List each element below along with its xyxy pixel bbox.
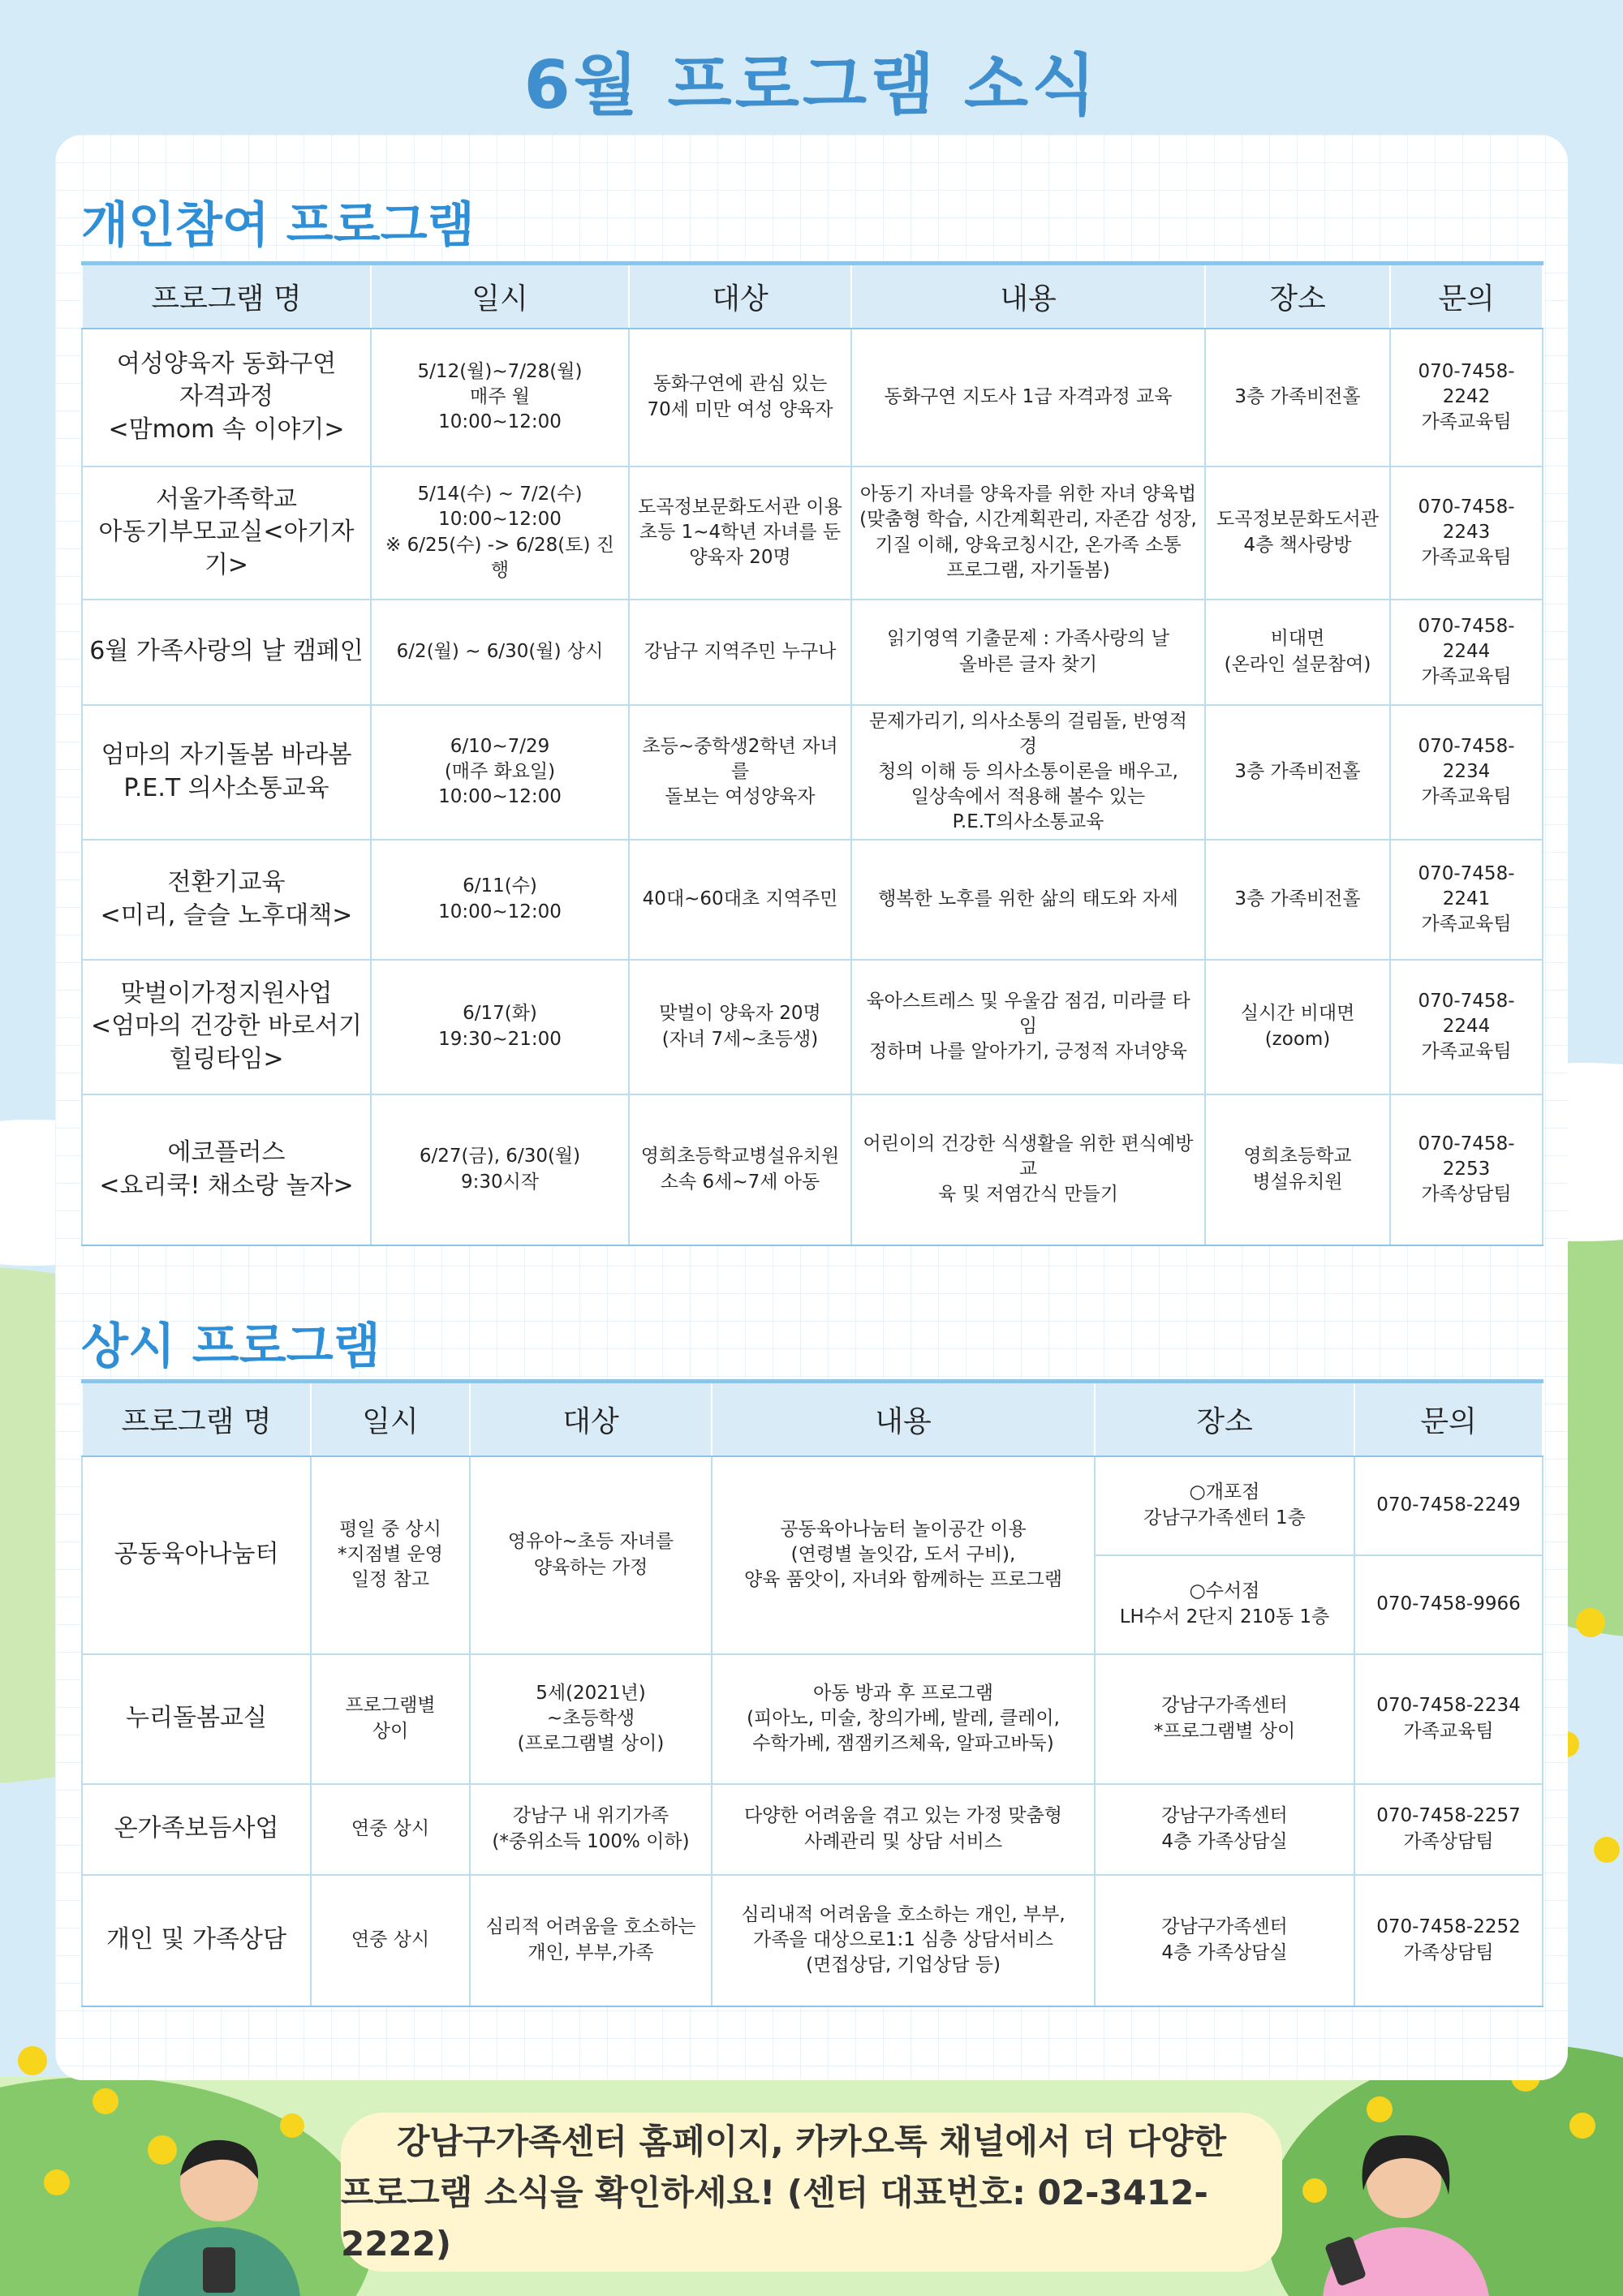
program-contact: 070-7458-2249	[1354, 1456, 1543, 1555]
program-target: 영희초등학교병설유치원 소속 6세~7세 아동	[629, 1094, 851, 1245]
section-title-individual: 개인참여 프로그램	[81, 197, 475, 254]
program-name: 누리돌봄교실	[82, 1654, 311, 1784]
header-content: 내용	[851, 264, 1205, 329]
header-content: 내용	[712, 1382, 1095, 1456]
program-contact: 070-7458-2244 가족교육팀	[1390, 960, 1543, 1094]
program-date: 5/14(수) ~ 7/2(수) 10:00~12:00 ※ 6/25(수) -> 6/28(토) 진행	[371, 467, 629, 600]
program-name: 서울가족학교 아동기부모교실<아기자기>	[82, 467, 371, 600]
program-target: 40대~60대초 지역주민	[629, 840, 851, 960]
program-name: 여성양육자 동화구연 자격과정 <맘mom 속 이야기>	[82, 329, 371, 467]
table-row	[82, 1456, 1543, 1555]
program-place: 3층 가족비전홀	[1205, 705, 1390, 840]
program-target: 초등~중학생2학년 자녀를 돌보는 여성양육자	[629, 705, 851, 840]
program-content: 육아스트레스 및 우울감 점검, 미라클 타임 정하며 나를 알아가기, 긍정적 자녀양육	[851, 960, 1205, 1094]
program-date: 6/10~7/29 (매주 화요일) 10:00~12:00	[371, 705, 629, 840]
header-program-name: 프로그램 명	[82, 264, 371, 329]
program-date: 연중 상시	[311, 1784, 470, 1875]
banner-line-2: 프로그램 소식을 확인하세요! (센터 대표번호: 02-3412-2222)	[341, 2172, 1208, 2264]
program-date: 프로그램별 상이	[311, 1654, 470, 1784]
program-name: 개인 및 가족상담	[82, 1875, 311, 2006]
header-target: 대상	[470, 1382, 712, 1456]
program-target: 강남구 내 위기가족 (*중위소득 100% 이하)	[470, 1784, 712, 1875]
program-content: 동화구연 지도사 1급 자격과정 교육	[851, 329, 1205, 467]
regular-program-table	[81, 1379, 1543, 2007]
program-content: 심리내적 어려움을 호소하는 개인, 부부, 가족을 대상으로1:1 심층 상담서비스 (면접상담, 기업상담 등)	[712, 1875, 1095, 2006]
program-date: 평일 중 상시 *지점별 운영 일정 참고	[311, 1456, 470, 1654]
program-target: 영유아~초등 자녀를 양육하는 가정	[470, 1456, 712, 1654]
program-name: 에코플러스 <요리쿡! 채소랑 놀자>	[82, 1094, 371, 1245]
program-target: 심리적 어려움을 호소하는 개인, 부부,가족	[470, 1875, 712, 2006]
program-contact: 070-7458-9966	[1354, 1555, 1543, 1654]
banner-line-1: 강남구가족센터 홈페이지, 카카오톡 채널에서 더 다양한	[396, 2121, 1227, 2161]
individual-program-table	[81, 261, 1543, 1246]
program-content: 다양한 어려움을 겪고 있는 가정 맞춤형 사례관리 및 상담 서비스	[712, 1784, 1095, 1875]
program-target: 동화구연에 관심 있는 70세 미만 여성 양육자	[629, 329, 851, 467]
program-place: 도곡정보문화도서관 4층 책사랑방	[1205, 467, 1390, 600]
boy-with-phone-illustration	[122, 2126, 316, 2296]
program-target: 도곡정보문화도서관 이용 초등 1~4학년 자녀를 둔 양육자 20명	[629, 467, 851, 600]
program-date: 6/17(화) 19:30~21:00	[371, 960, 629, 1094]
program-date: 5/12(월)~7/28(월) 매주 월 10:00~12:00	[371, 329, 629, 467]
program-contact: 070-7458-2243 가족교육팀	[1390, 467, 1543, 600]
program-name: 6월 가족사랑의 날 캠페인	[82, 600, 371, 705]
table-row	[82, 1875, 1543, 2006]
table-row	[82, 1094, 1543, 1245]
program-contact: 070-7458-2253 가족상담팀	[1390, 1094, 1543, 1245]
program-date: 연중 상시	[311, 1875, 470, 2006]
page-title: 6월 프로그램 소식	[523, 47, 1100, 124]
header-place: 장소	[1205, 264, 1390, 329]
table-row	[82, 960, 1543, 1094]
program-content: 아동기 자녀를 양육자를 위한 자녀 양육법 (맞춤형 학습, 시간계획관리, 자존감 성장, 기질 이해, 양육코칭시간, 온가족 소통 프로그램, 자기돌봄)	[851, 467, 1205, 600]
program-name: 엄마의 자기돌봄 바라봄 P.E.T 의사소통교육	[82, 705, 371, 840]
program-content: 문제가리기, 의사소통의 걸림돌, 반영적 경 청의 이해 등 의사소통이론을 배우고, 일상속에서 적용해 볼수 있는 P.E.T의사소통교육	[851, 705, 1205, 840]
program-place: 3층 가족비전홀	[1205, 840, 1390, 960]
header-target: 대상	[629, 264, 851, 329]
table-row	[82, 705, 1543, 840]
program-place: 비대면 (온라인 설문참여)	[1205, 600, 1390, 705]
program-contact: 070-7458-2244 가족교육팀	[1390, 600, 1543, 705]
table-row	[82, 329, 1543, 467]
program-content: 공동육아나눔터 놀이공간 이용 (연령별 놀잇감, 도서 구비), 양육 품앗이, 자녀와 함께하는 프로그램	[712, 1456, 1095, 1654]
program-content: 읽기영역 기출문제 : 가족사랑의 날 올바른 글자 찾기	[851, 600, 1205, 705]
program-place: ○수서점 LH수서 2단지 210동 1층	[1095, 1555, 1354, 1654]
program-place: 강남구가족센터 4층 가족상담실	[1095, 1875, 1354, 2006]
table-row	[82, 467, 1543, 600]
header-program-name: 프로그램 명	[82, 1382, 311, 1456]
header-date: 일시	[311, 1382, 470, 1456]
program-target: 강남구 지역주민 누구나	[629, 600, 851, 705]
girl-with-phone-illustration	[1298, 2118, 1509, 2296]
program-place: 강남구가족센터 *프로그램별 상이	[1095, 1654, 1354, 1784]
program-place: 강남구가족센터 4층 가족상담실	[1095, 1784, 1354, 1875]
table-row	[82, 1654, 1543, 1784]
program-contact: 070-7458-2241 가족교육팀	[1390, 840, 1543, 960]
table-row	[82, 1784, 1543, 1875]
section-title-regular: 상시 프로그램	[81, 1318, 381, 1375]
header-date: 일시	[371, 264, 629, 329]
header-place: 장소	[1095, 1382, 1354, 1456]
table-row	[82, 840, 1543, 960]
table-row	[82, 600, 1543, 705]
program-name: 전환기교육 <미리, 슬슬 노후대책>	[82, 840, 371, 960]
program-content: 행복한 노후를 위한 삶의 태도와 자세	[851, 840, 1205, 960]
program-date: 6/27(금), 6/30(월) 9:30시작	[371, 1094, 629, 1245]
program-content: 어린이의 건강한 식생활을 위한 편식예방교 육 및 저염간식 만들기	[851, 1094, 1205, 1245]
table-header-row	[82, 1382, 1543, 1456]
program-place: ○개포점 강남구가족센터 1층	[1095, 1456, 1354, 1555]
program-date: 6/2(월) ~ 6/30(월) 상시	[371, 600, 629, 705]
header-contact: 문의	[1354, 1382, 1543, 1456]
program-name: 맞벌이가정지원사업 <엄마의 건강한 바로서기 힐링타임>	[82, 960, 371, 1094]
program-contact: 070-7458-2257 가족상담팀	[1354, 1784, 1543, 1875]
program-place: 3층 가족비전홀	[1205, 329, 1390, 467]
info-banner	[341, 2113, 1282, 2272]
program-place: 영희초등학교 병설유치원	[1205, 1094, 1390, 1245]
program-name: 공동육아나눔터	[82, 1456, 311, 1654]
program-name: 온가족보듬사업	[82, 1784, 311, 1875]
program-contact: 070-7458-2234 가족교육팀	[1354, 1654, 1543, 1784]
table-header-row	[82, 264, 1543, 329]
program-place: 실시간 비대면 (zoom)	[1205, 960, 1390, 1094]
header-contact: 문의	[1390, 264, 1543, 329]
program-target: 맞벌이 양육자 20명 (자녀 7세~초등생)	[629, 960, 851, 1094]
program-date: 6/11(수) 10:00~12:00	[371, 840, 629, 960]
program-contact: 070-7458-2252 가족상담팀	[1354, 1875, 1543, 2006]
program-content: 아동 방과 후 프로그램 (피아노, 미술, 창의가베, 발레, 클레이, 수학가베, 잼잼키즈체육, 알파고바둑)	[712, 1654, 1095, 1784]
program-contact: 070-7458-2234 가족교육팀	[1390, 705, 1543, 840]
program-contact: 070-7458-2242 가족교육팀	[1390, 329, 1543, 467]
program-target: 5세(2021년) ~초등학생 (프로그램별 상이)	[470, 1654, 712, 1784]
